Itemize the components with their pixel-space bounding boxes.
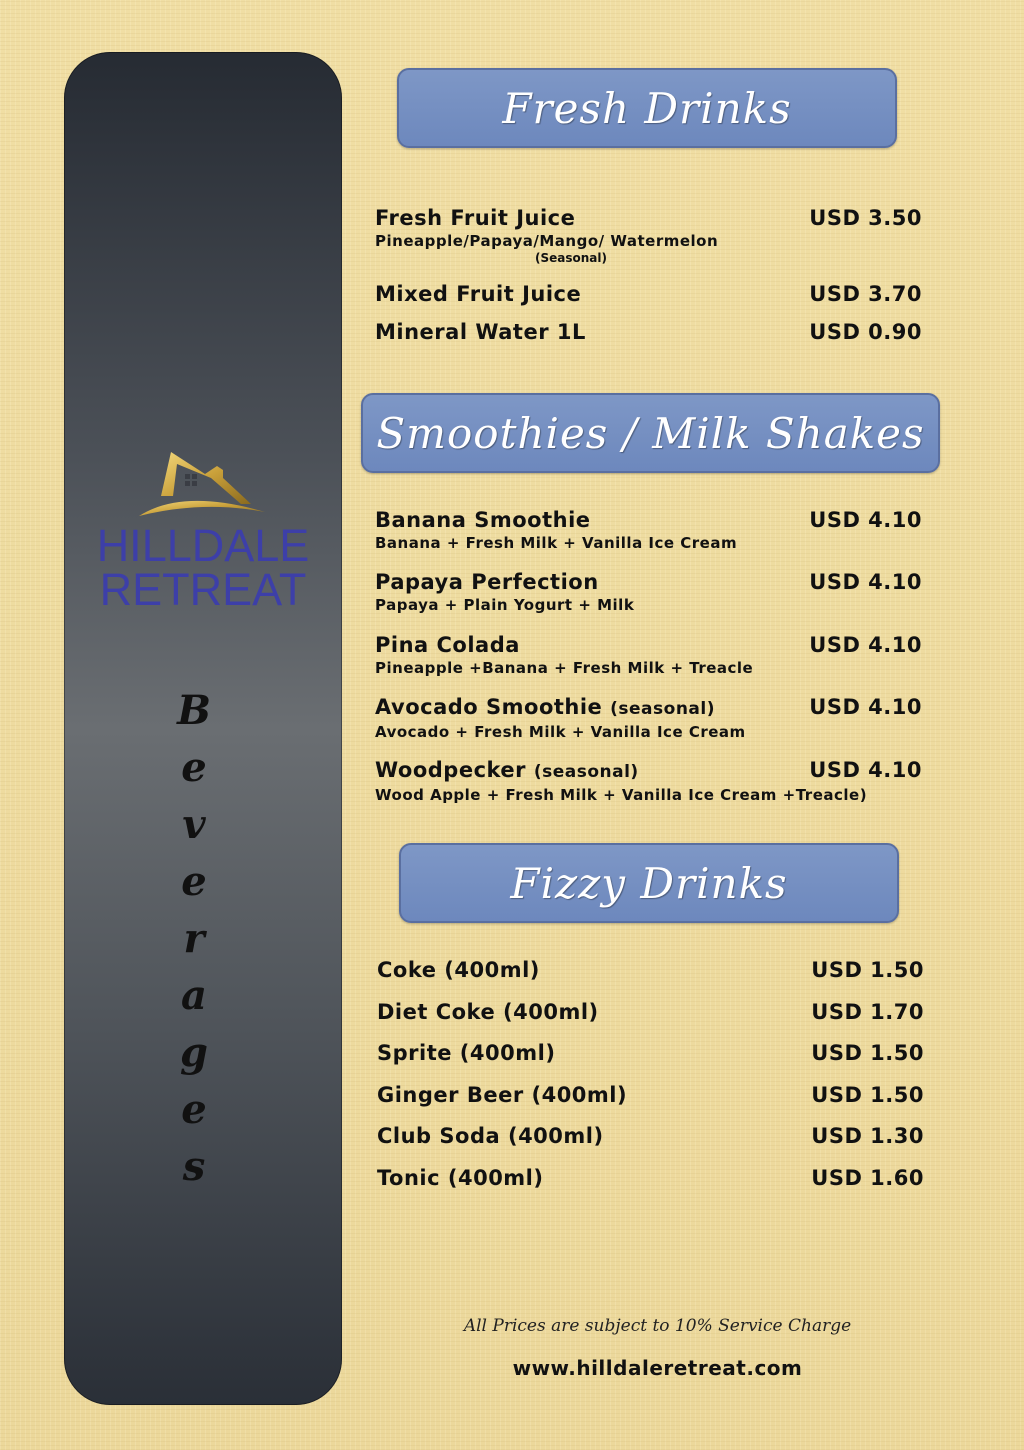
item-name: Ginger Beer (400ml) [377,1083,628,1107]
item-name: Coke (400ml) [377,958,540,982]
item-name: Fresh Fruit Juice [375,206,576,230]
menu-item [375,694,925,742]
item-price: USD 0.90 [809,320,922,344]
house-roof-icon [133,444,273,524]
item-note: (Seasonal) [535,251,607,265]
menu-item [377,1082,927,1108]
item-price: USD 3.70 [809,282,922,306]
item-price: USD 1.50 [811,1083,924,1107]
menu-item [375,205,925,265]
item-price: USD 4.10 [809,758,922,782]
item-price: USD 4.10 [809,508,922,532]
item-name: Mineral Water 1L [375,320,586,344]
item-name: Banana Smoothie [375,508,591,532]
item-description: Pineapple/Papaya/Mango/ Watermelon [375,232,719,250]
website-link[interactable]: www.hilldaleretreat.com [512,1356,803,1380]
item-name: Avocado Smoothie [375,695,603,719]
item-name: Sprite (400ml) [377,1041,556,1065]
menu-item [377,1123,927,1149]
item-description: Pineapple +Banana + Fresh Milk + Treacle [375,659,754,677]
vertical-letter: e [181,744,207,791]
item-price: USD 1.70 [811,1000,924,1024]
item-price: USD 4.10 [809,633,922,657]
vertical-letter: g [180,1029,208,1076]
item-price: USD 1.60 [811,1166,924,1190]
item-name: Mixed Fruit Juice [375,282,582,306]
menu-item [375,507,925,553]
item-description: Avocado + Fresh Milk + Vanilla Ice Cream [375,723,746,741]
item-price: USD 4.10 [809,695,922,719]
item-name: Diet Coke (400ml) [377,1000,599,1024]
item-price: USD 3.50 [809,206,922,230]
item-price: USD 1.50 [811,958,924,982]
item-name: Tonic (400ml) [377,1166,544,1190]
item-description: Banana + Fresh Milk + Vanilla Ice Cream [375,534,738,552]
brand-name-line1: HILLDALE [96,520,310,571]
menu-item [377,1165,927,1191]
item-name: Pina Colada [375,633,520,657]
fresh-drinks-header: Fresh Drinks [397,68,897,148]
menu-item [377,957,927,983]
item-price: USD 1.30 [811,1124,924,1148]
brand-logo [64,444,342,615]
vertical-letter: B [177,687,211,734]
vertical-letter: v [182,801,206,848]
menu-item [375,281,925,307]
item-name: Club Soda (400ml) [377,1124,604,1148]
vertical-letter: s [182,1143,206,1190]
brand-name-line2: RETREAT [99,564,307,615]
vertical-letter: e [181,858,207,905]
item-description: Papaya + Plain Yogurt + Milk [375,596,635,614]
vertical-letter: r [183,915,205,962]
menu-item [377,999,927,1025]
menu-item [375,632,925,678]
fizzy-drinks-header: Fizzy Drinks [399,843,899,923]
item-name: Papaya Perfection [375,570,599,594]
item-description: Wood Apple + Fresh Milk + Vanilla Ice Cream +Treacle) [375,786,868,804]
item-price: USD 4.10 [809,570,922,594]
menu-item [375,757,925,805]
item-tag: (seasonal) [610,699,715,719]
vertical-letter: a [181,972,207,1019]
service-charge-note: All Prices are subject to 10% Service Charge [463,1316,852,1336]
sidebar-panel [64,52,342,1405]
item-name: Woodpecker [375,758,527,782]
vertical-letter: e [181,1086,207,1133]
menu-item [375,569,925,615]
item-tag: (seasonal) [533,762,639,782]
smoothies-header: Smoothies / Milk Shakes [361,393,940,473]
item-price: USD 1.50 [811,1041,924,1065]
menu-item [375,319,925,345]
menu-item [377,1040,927,1066]
beverages-vertical-title [169,682,219,1195]
